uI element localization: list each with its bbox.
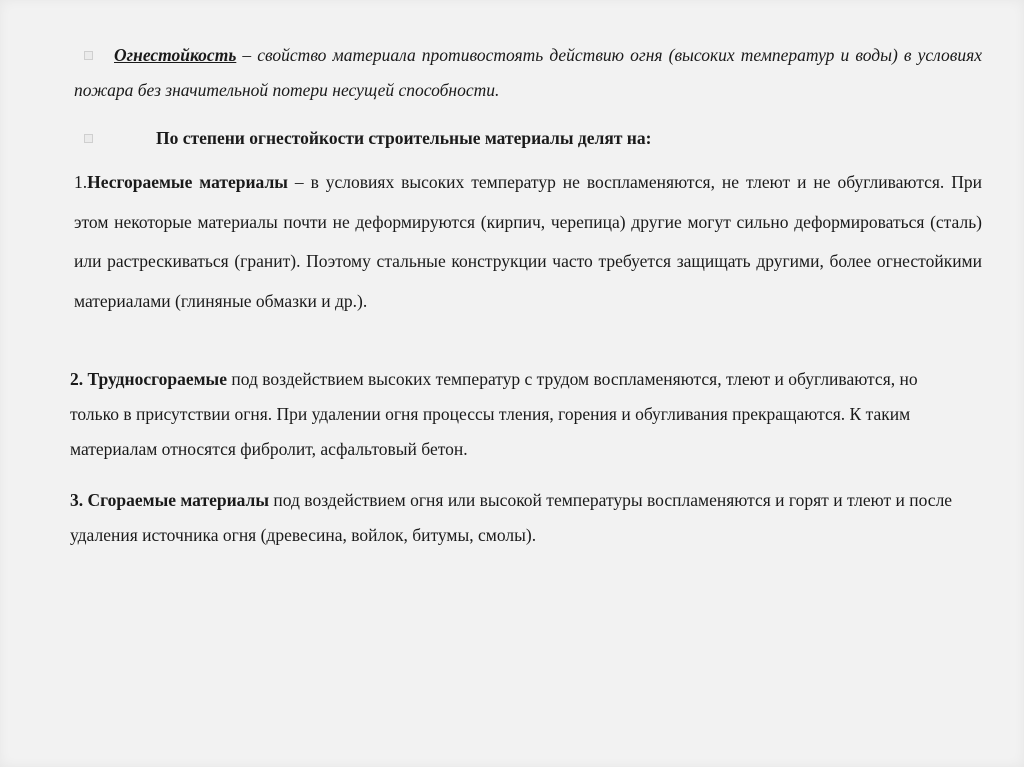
- item-text: под воздействием высоких температур с трудом воспламеняются, тлеют и обугливаются, но только в присутствии огня. При удалении огня процессы тления, горения и обугливания прекращаются. К таким материалам относятся фибролит, асфальтовый бетон.: [70, 369, 918, 459]
- subheading-text: По степени огнестойкости строительные материалы делят на:: [156, 128, 652, 148]
- definition-text: – свойство материала противостоять действию огня (высоких температур и воды) в условиях пожара без значительной потери несущей способности.: [74, 45, 982, 100]
- item-combustible: [70, 483, 970, 553]
- item-title: Сгораемые материалы: [87, 490, 270, 510]
- definition-paragraph: [74, 38, 982, 108]
- item-title: Трудносгораемые: [87, 369, 227, 389]
- definition-term: Огнестойкость: [114, 45, 237, 65]
- item-slow-burning: [70, 362, 970, 467]
- item-text: – в условиях высоких температур не воспламеняются, не тлеют и не обугливаются. При этом некоторые материалы почти не деформируются (кирпич, черепица) другие могут сильно деформироваться (сталь) или растрескиваться (гранит). Поэтому стальные конструкции часто требуется защищать другими, более огнестойкими материалами (глиняные обмазки и др.).: [74, 172, 982, 311]
- item-text: под воздействием огня или высокой температуры воспламеняются и горят и тлеют и после удаления источника огня (древесина, войлок, битумы, смолы).: [70, 490, 953, 545]
- item-title: Несгораемые материалы: [87, 172, 288, 192]
- item-noncombustible: [74, 163, 982, 321]
- item-number: 3.: [70, 490, 88, 510]
- classification-subheading: [74, 121, 982, 156]
- item-number: 2.: [70, 369, 88, 389]
- item-number: 1.: [74, 172, 88, 192]
